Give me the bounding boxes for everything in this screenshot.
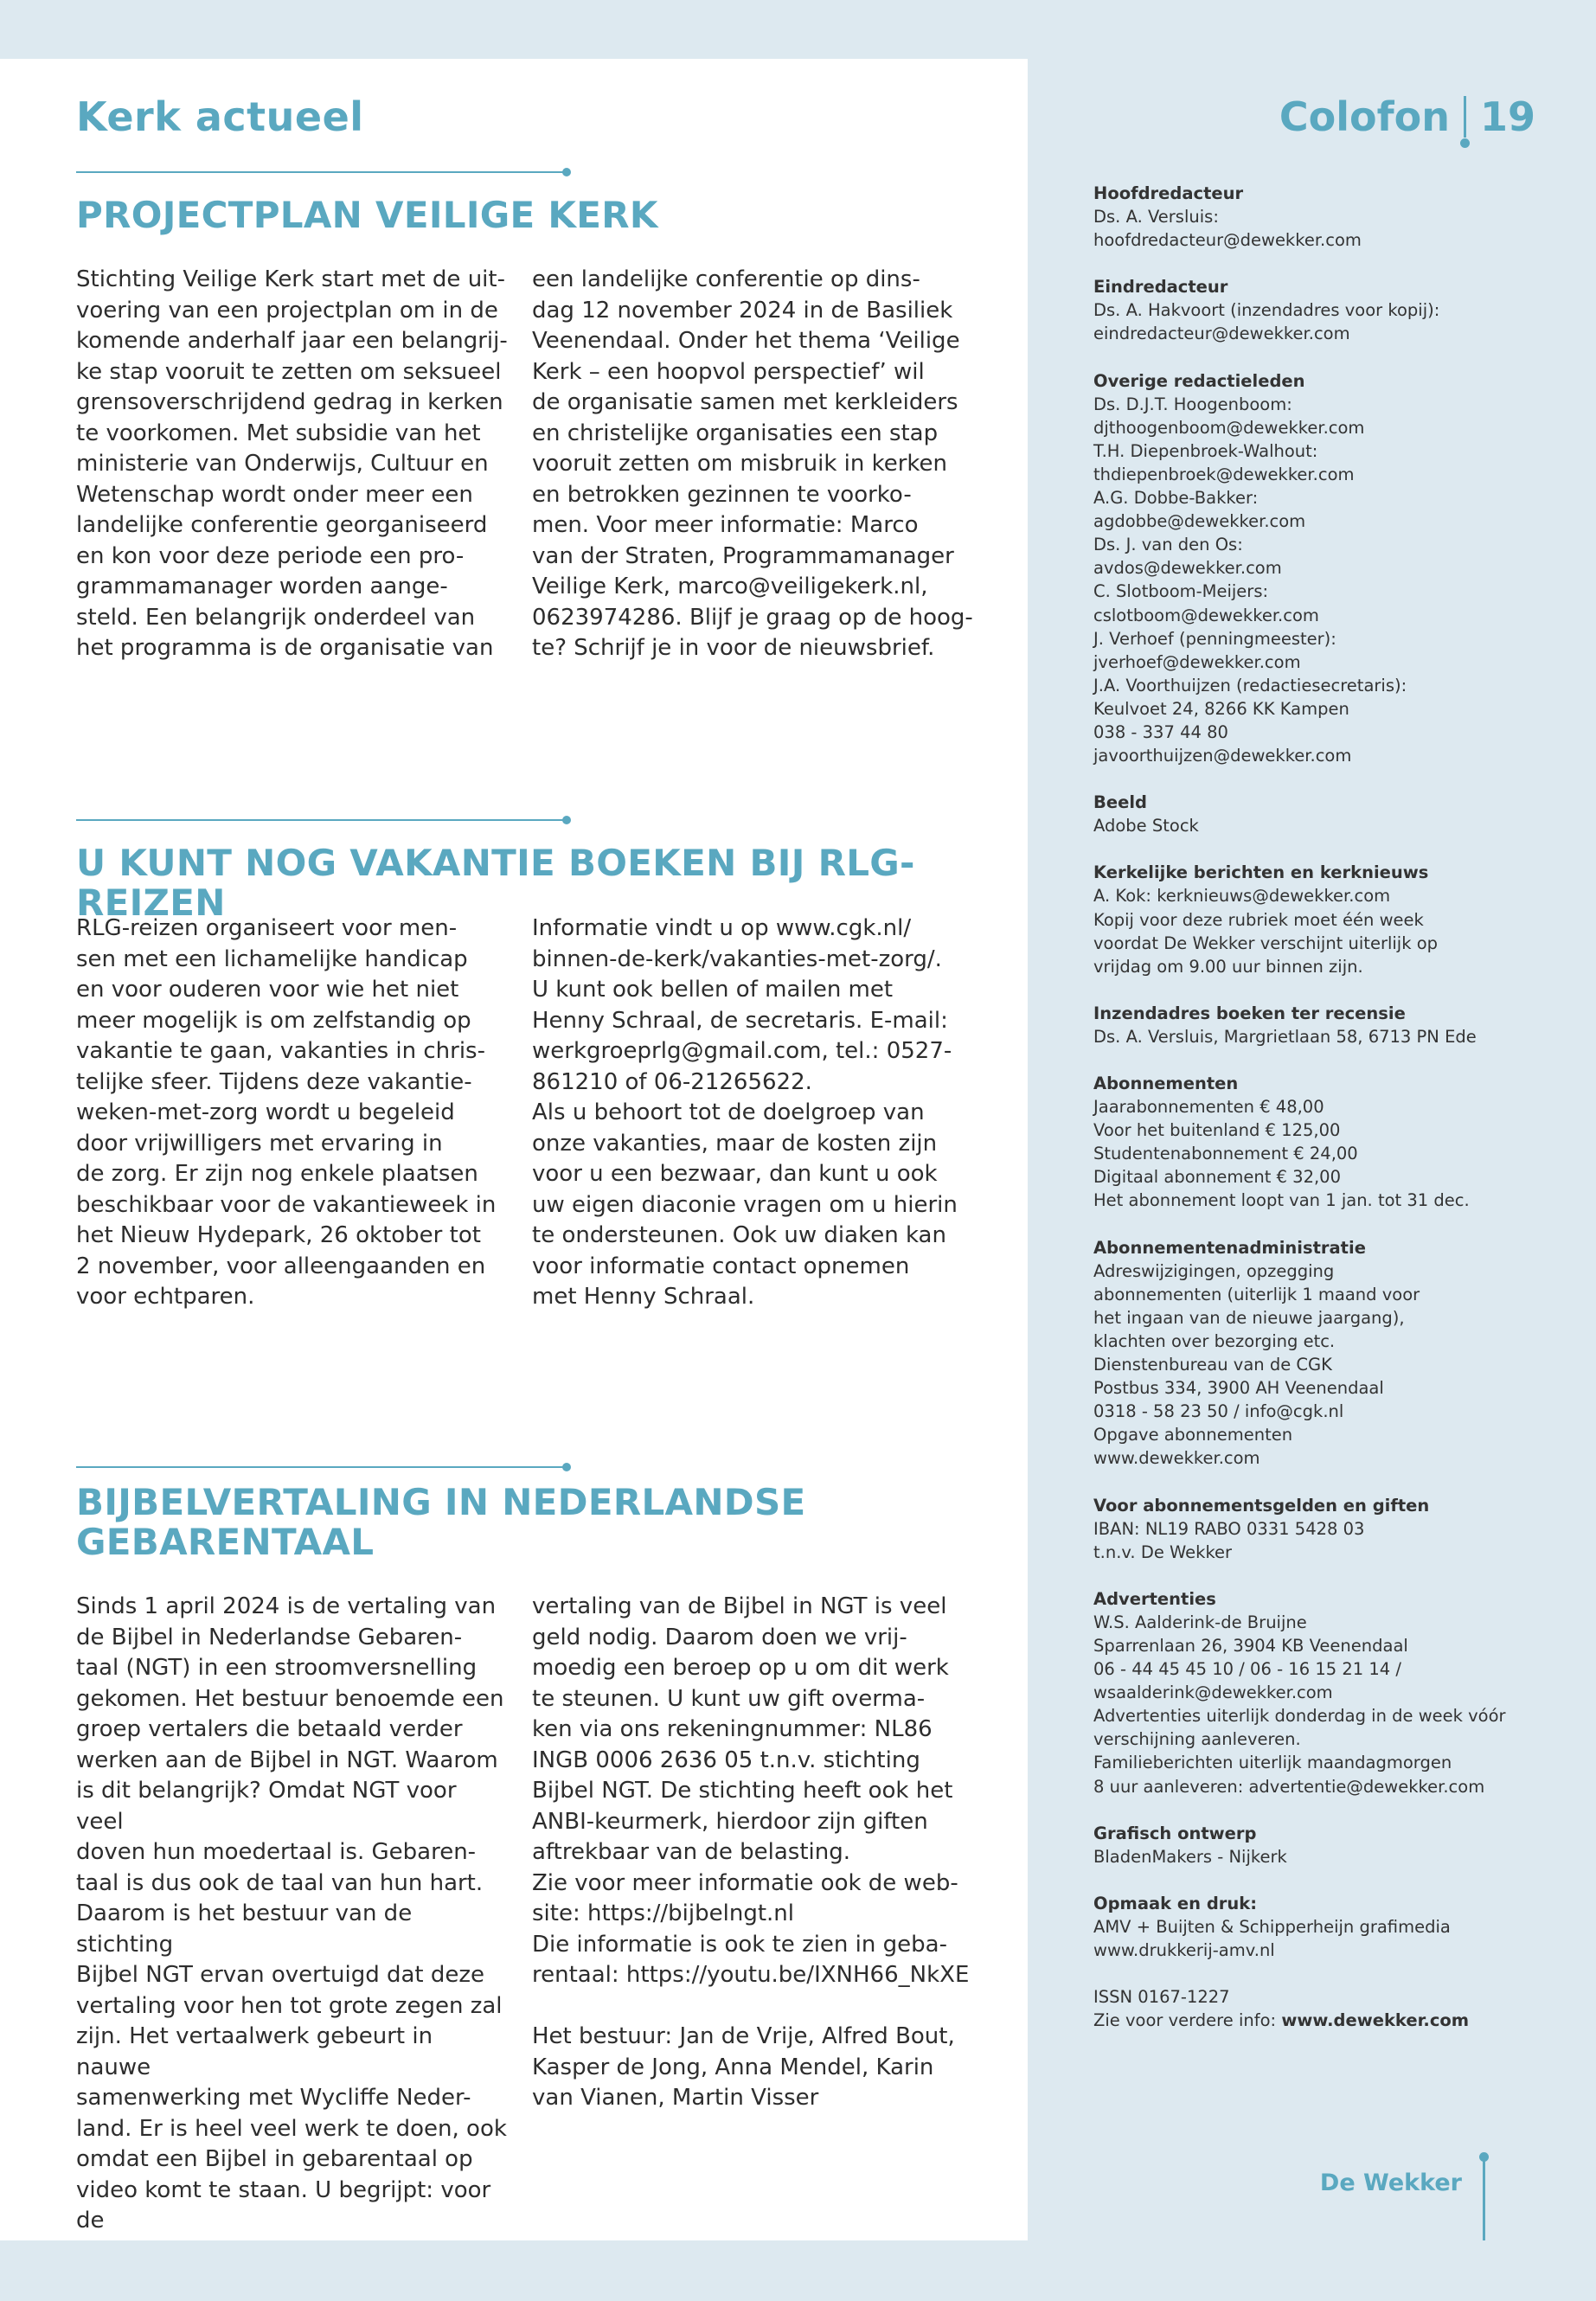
colofon-block-title: Kerkelijke berichten en kerknieuws — [1093, 862, 1429, 883]
colofon-line: AMV + Buijten & Schipperheijn grafimedia — [1093, 1916, 1451, 1937]
header-divider — [1464, 96, 1466, 138]
colofon-line: IBAN: NL19 RABO 0331 5428 03 — [1093, 1518, 1365, 1539]
colofon-block-title: Grafisch ontwerp — [1093, 1823, 1257, 1843]
colofon-block — [1093, 1002, 1543, 1048]
colofon-line: Opgave abonnementen — [1093, 1425, 1293, 1445]
colofon-line: Voor het buitenland € 125,00 — [1093, 1120, 1341, 1141]
more-info: Zie voor verdere info: www.dewekker.com — [1093, 2010, 1470, 2031]
colofon-title: Colofon — [1279, 93, 1450, 140]
colofon-line: voordat De Wekker verschijnt uiterlijk op — [1093, 933, 1439, 953]
colofon-line: Studentenabonnement € 24,00 — [1093, 1144, 1358, 1164]
colofon-header — [1279, 93, 1535, 140]
colofon-line[interactable]: cslotboom@dewekker.com — [1093, 605, 1319, 625]
colofon-block-issn — [1093, 1985, 1543, 2032]
colofon-line: Advertenties uiterlijk donderdag in de week vóór — [1093, 1706, 1506, 1727]
colofon-line: Het abonnement loopt van 1 jan. tot 31 dec. — [1093, 1190, 1470, 1211]
colofon-line: Digitaal abonnement € 32,00 — [1093, 1167, 1341, 1188]
article-bijbelvertaling-col2: vertaling van de Bijbel in NGT is veel geld nodig. Daarom doen we vrij- moedig een beroep op u om dit werk te steunen. U kunt uw gift overma- ken via ons rekeningnummer: NL86 INGB 0006 2636 05 t.n.v. stichting Bijbel NGT. De stichting heeft ook het ANBI-keurmerk, hierdoor zijn giften aftrekbaar van de belasting. Zie voor meer informatie ook de web- site: https://bijbelngt.nl Die informatie is ook te zien in geba- rentaal: https://youtu.be/IXNH66_NkXE Het bestuur: Jan de Vrije, Alfred Bout, Kasper de Jong, Anna Mendel, Karin van Vianen, Martin Visser — [532, 1593, 970, 2111]
article-divider — [76, 171, 566, 173]
colofon-line[interactable]: avdos@dewekker.com — [1093, 558, 1282, 579]
more-info-link[interactable]: www.dewekker.com — [1281, 2010, 1470, 2031]
colofon-line: Ds. A. Hakvoort (inzendadres voor kopij): — [1093, 300, 1440, 321]
colofon-line: Ds. D.J.T. Hoogenboom: — [1093, 394, 1292, 414]
colofon-line: T.H. Diepenbroek-Walhout: — [1093, 440, 1318, 461]
colofon-line: Ds. A. Versluis, Margrietlaan 58, 6713 PN Ede — [1093, 1026, 1477, 1047]
colofon-line[interactable]: www.drukkerij-amv.nl — [1093, 1940, 1275, 1960]
article-bijbelvertaling-col1: Sinds 1 april 2024 is de vertaling van de Bijbel in Nederlandse Gebaren- taal (NGT) in een stroomversnelling gekomen. Het bestuur benoemde een groep vertalers die betaald verder werken aan de Bijbel in NGT. Waarom is dit belangrijk? Omdat NGT voor veel doven hun moedertaal is. Gebaren- taal is dus ook de taal van hun hart. Daarom is het bestuur van de stichting Bijbel NGT ervan overtuigd dat deze vertaling voor hen tot grote zegen zal zijn. Het vertaalwerk gebeurt in nauwe samenwerking met Wycliffe Neder- land. Er is heel veel werk te doen, ook omdat een Bijbel in gebarentaal op video komt te staan. U begrijpt: voor de — [76, 1593, 507, 2234]
colofon-line[interactable]: jverhoef@dewekker.com — [1093, 651, 1301, 672]
article-divider — [76, 1466, 566, 1468]
colofon-line: Familieberichten uiterlijk maandagmorgen — [1093, 1753, 1452, 1773]
colofon-block-title: Voor abonnementsgelden en giften — [1093, 1495, 1430, 1516]
article-veilige-kerk-col2: een landelijke conferentie op dins- dag 12 november 2024 in de Basiliek Veenendaal. Onder het thema ‘Veilige Kerk – een hoopvol perspectief’ wil de organisatie samen met kerkleiders en christelijke organisaties een stap vooruit zetten om misbruik in kerken en betrokken gezinnen te voorko- men. Voor meer informatie: Marco van der Straten, Programmamanager Veilige Kerk, marco@veiligekerk.nl, 0623974286. Blijf je graag op de hoog- te? Schrijf je in voor de nieuwsbrief. — [532, 266, 973, 661]
article-divider — [76, 819, 566, 821]
colofon-line: vrijdag om 9.00 uur binnen zijn. — [1093, 956, 1363, 977]
colofon-line[interactable]: www.dewekker.com — [1093, 1448, 1260, 1469]
article-rlg-reizen-col1: RLG-reizen organiseert voor men- sen met een lichamelijke handicap en voor ouderen voor wie het niet meer mogelijk is om zelfstandig op vakantie te gaan, vakanties in chris- telijke sfeer. Tijdens deze vakantie- weken-met-zorg wordt u begeleid door vrijwilligers met ervaring in de zorg. Er zijn nog enkele plaatsen beschikbaar voor de vakantieweek in het Nieuw Hydepark, 26 oktober tot 2 november, voor alleengaanden en voor echtparen. — [76, 915, 497, 1310]
colofon-line: abonnementen (uiterlijk 1 maand voor — [1093, 1284, 1420, 1304]
colofon-line: A.G. Dobbe-Bakker: — [1093, 488, 1259, 509]
colofon-line: t.n.v. De Wekker — [1093, 1541, 1233, 1562]
colofon-block-title: Overige redactieleden — [1093, 370, 1305, 391]
colofon-line[interactable]: djthoogenboom@dewekker.com — [1093, 417, 1365, 438]
colofon-block-title: Eindredacteur — [1093, 277, 1228, 298]
colofon-line[interactable]: 0318 - 58 23 50 / info@cgk.nl — [1093, 1401, 1344, 1422]
colofon-block — [1093, 1236, 1543, 1471]
colofon-block-title: Inzendadres boeken ter recensie — [1093, 1003, 1406, 1023]
colofon-line: Sparrenlaan 26, 3904 KB Veenendaal — [1093, 1635, 1408, 1656]
colofon-line[interactable]: javoorthuijzen@dewekker.com — [1093, 746, 1352, 766]
colofon-block — [1093, 861, 1543, 977]
colofon-line: Dienstenbureau van de CGK — [1093, 1355, 1332, 1375]
colofon-line: C. Slotboom-Meijers: — [1093, 581, 1269, 602]
colofon-block — [1093, 369, 1543, 768]
article-title-rlg-reizen: U KUNT NOG VAKANTIE BOEKEN BIJ RLG-REIZEN — [76, 842, 915, 924]
colofon-line: Adobe Stock — [1093, 816, 1199, 836]
colofon-block-title: Hoofdredacteur — [1093, 183, 1244, 203]
section-title: Kerk actueel — [76, 93, 364, 140]
colofon-line[interactable]: 8 uur aanleveren: advertentie@dewekker.com — [1093, 1776, 1485, 1797]
colofon-line[interactable]: agdobbe@dewekker.com — [1093, 511, 1306, 532]
colofon-line: Kopij voor deze rubriek moet één week — [1093, 909, 1424, 930]
colofon-line: J.A. Voorthuijzen (redactiesecretaris): — [1093, 675, 1407, 695]
page-number: 19 — [1479, 93, 1535, 140]
colofon-line: het ingaan van de nieuwe jaargang), — [1093, 1307, 1405, 1328]
colofon-line: 06 - 44 45 45 10 / 06 - 16 15 21 14 / — [1093, 1659, 1401, 1680]
colofon-line[interactable]: thdiepenbroek@dewekker.com — [1093, 464, 1355, 484]
colofon-block — [1093, 1822, 1543, 1868]
colofon-list — [1093, 182, 1543, 2055]
colofon-block — [1093, 1072, 1543, 1213]
colofon-block — [1093, 275, 1543, 345]
colofon-block — [1093, 791, 1543, 837]
colofon-block — [1093, 1494, 1543, 1564]
colofon-line: Adreswijzigingen, opzegging — [1093, 1260, 1335, 1281]
colofon-line[interactable]: eindredacteur@dewekker.com — [1093, 324, 1350, 344]
colofon-line[interactable]: wsaalderink@dewekker.com — [1093, 1682, 1333, 1703]
colofon-block-title: Abonnementen — [1093, 1074, 1239, 1093]
article-title-bijbelvertaling: BIJBELVERTALING IN NEDERLANDSE GEBARENTAAL — [76, 1481, 806, 1563]
colofon-line: J. Verhoef (penningmeester): — [1093, 628, 1336, 649]
footer-magazine-name: De Wekker — [1319, 2170, 1462, 2196]
colofon-line: Keulvoet 24, 8266 KK Kampen — [1093, 698, 1349, 719]
article-rlg-reizen-col2: Informatie vindt u op www.cgk.nl/ binnen-de-kerk/vakanties-met-zorg/. U kunt ook bellen of mailen met Henny Schraal, de secretaris. E-mail: werkgroeprlg@gmail.com, tel.: 0527- 861210 of 06-21265622. Als u behoort tot de doelgroep van onze vakanties, maar de kosten zijn voor u een bezwaar, dan kunt u ook uw eigen diaconie vragen om u hierin te ondersteunen. Ook uw diaken kan voor informatie contact opnemen met Henny Schraal. — [532, 915, 958, 1310]
colofon-line[interactable]: hoofdredacteur@dewekker.com — [1093, 230, 1362, 251]
colofon-block-title: Abonnementenadministratie — [1093, 1237, 1366, 1258]
colofon-block — [1093, 182, 1543, 252]
footer-divider — [1483, 2157, 1485, 2240]
colofon-line: Ds. A. Versluis: — [1093, 207, 1219, 228]
colofon-line: Jaarabonnementen € 48,00 — [1093, 1097, 1324, 1118]
colofon-block-title: Advertenties — [1093, 1588, 1216, 1609]
article-title-veilige-kerk: PROJECTPLAN VEILIGE KERK — [76, 194, 658, 236]
colofon-line: klachten over bezorging etc. — [1093, 1330, 1336, 1351]
colofon-block — [1093, 1892, 1543, 1962]
colofon-block — [1093, 1587, 1543, 1798]
colofon-line: Ds. J. van den Os: — [1093, 535, 1243, 555]
colofon-line[interactable]: A. Kok: kerknieuws@dewekker.com — [1093, 886, 1391, 907]
colofon-block-title: Opmaak en druk: — [1093, 1893, 1258, 1913]
issn: ISSN 0167-1227 — [1093, 1987, 1230, 2008]
colofon-line: 038 - 337 44 80 — [1093, 721, 1228, 742]
colofon-line: Postbus 334, 3900 AH Veenendaal — [1093, 1378, 1384, 1399]
colofon-line: BladenMakers - Nijkerk — [1093, 1846, 1287, 1867]
article-veilige-kerk-col1: Stichting Veilige Kerk start met de uit- voering van een projectplan om in de komende anderhalf jaar een belangrij- ke stap vooruit te zetten om seksueel grensoverschrijdend gedrag in kerken te voorkomen. Met subsidie van het ministerie van Onderwijs, Cultuur en Wetenschap wordt onder meer een landelijke conferentie georganiseerd en kon voor deze periode een pro- grammamanager worden aange- steld. Een belangrijk onderdeel van het programma is de organisatie van — [76, 266, 508, 661]
colofon-block-title: Beeld — [1093, 792, 1147, 813]
colofon-line: verschijning aanleveren. — [1093, 1729, 1301, 1750]
colofon-line: W.S. Aalderink-de Bruijne — [1093, 1612, 1307, 1632]
